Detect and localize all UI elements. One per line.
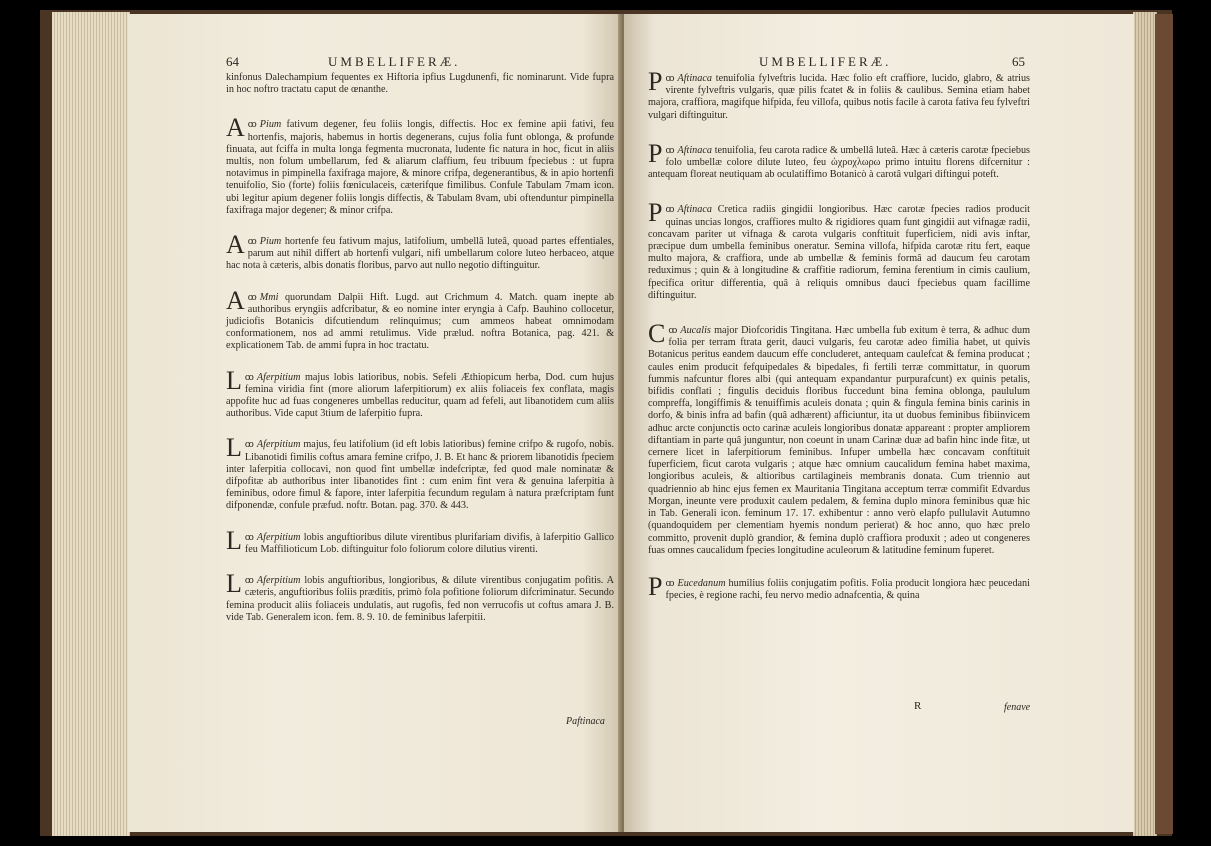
paragraph: [648, 198, 1031, 302]
drop-initial: P: [648, 138, 663, 168]
paragraph-text: humilius foliis conjugatim pofitis. Folia producit longiora hæc peucedani fpecies, è regione rachi, feu nervo medio adnafcentia, & quina: [665, 577, 1030, 602]
paragraph-mark: ꝏ: [247, 119, 257, 130]
drop-initial: P: [648, 67, 663, 96]
paragraph-text: fativum degener, feu foliis longis, diffectis. Hoc ex femine apii fativi, feu hortenfis, majoris, habemus in hortis degenerans, cujus folia funt oblonga, & profunde finuata, aut fciffa in multa longa fegmenta mucronata, ludente fic natura in hoc, ficut in aliis multis, non folum umbellarum, fed & aliarum claffium, feu tribuum fpeciebus : ut fupra notavimus in pimpinella faxifraga majore, & minore crifpa, degenerantibus, & in apio hortenfi tenuifolio, Sio (forte) foliis fœniculaceis, cæterifque fimilibus. Confule Tabulam 7mam icon. ubi legitur apium degener foliis longis diffectis, & Tabulam 8vam, ubi oftenduntur pimpinella faxifraga major degener; & minor crifpa.: [226, 119, 615, 216]
paragraph-mark: ꝏ: [244, 531, 254, 542]
paragraph-text: majus lobis latioribus, nobis. Sefeli Æthiopicum herba, Dod. cum hujus femina viridia fint (more aliorum laferpitiorum) ex aliis foliaceis fex conflata, magis appofite huc ad fuas congeneres umbellas reducitur, quam ad fefeli, aut libanotidem cum aliis authoribus. Vide caput 3tium de laferpitio fupra.: [226, 371, 615, 420]
lead-word: Aftinaca: [677, 73, 712, 84]
drop-initial: A: [226, 230, 245, 260]
paragraph: [226, 433, 614, 512]
left-text-block: [226, 72, 614, 624]
lead-word: Eucedanum: [677, 577, 726, 589]
paragraph-mark: ꝏ: [244, 371, 254, 382]
drop-initial: L: [226, 433, 242, 463]
paragraph: [226, 365, 615, 421]
paragraph-mark: ꝏ: [665, 144, 675, 155]
paragraph-text: tenuifolia fylveftris lucida. Hæc folio eft craffiore, lucido, glabro, & atrius virente fylveftris vulgaris, quæ pilis fcatet & in foliis & caulibus. Semina etiam habet majora, craffiora, magifque hifpida, feu villofa, quibus notis facile à carota fativa feu fylveftri vulgari diftinguitur.: [648, 73, 1031, 121]
page-number: 64: [226, 54, 239, 69]
lead-word: Aferpitium: [256, 575, 301, 587]
signature-mark: R: [914, 700, 922, 712]
paragraph-mark: ꝏ: [665, 204, 675, 215]
paragraph-text: lobis anguftioribus dilute virentibus plurifariam divifis, à laferpitio Gallico feu Maffilioticum Lob. diftinguitur folo foliorum colore dilutius virenti.: [244, 531, 614, 555]
paragraph-text: hortenfe feu fativum majus, latifolium, umbellâ luteâ, quoad partes effentiales, parum aut nihil differt ab hortenfi vulgari, nifi umbellarum colore luteo herbaceo, atque hac nota à cæteris, albis donatis floribus, parvo aut nullo negotio diftinguitur.: [226, 236, 614, 272]
lead-word: Aftinaca: [677, 144, 712, 156]
paragraph: [226, 230, 614, 273]
paragraph: [226, 569, 614, 624]
right-cover-edge: [1155, 14, 1173, 834]
lead-word: Aferpitium: [256, 439, 301, 451]
paragraph-text: tenuifolia, feu carota radice & umbellâ luteâ. Hæc à cæteris carotæ fpeciebus folo umbellæ colore dilute luteo, feu ὠχροχλωρω primo intuitu florens difcernitur : antequam floreat neutiquam ab oculatiffimo Botanicò à carotâ vulgari diftingui poteft.: [648, 144, 1031, 181]
lead-word: Pium: [259, 119, 282, 131]
left-page: [128, 14, 622, 832]
paragraph-mark: ꝏ: [244, 439, 254, 450]
lead-word: Aferpitium: [256, 371, 301, 383]
lead-word: Aferpitium: [256, 531, 301, 543]
paragraph-mark: ꝏ: [247, 236, 257, 247]
left-page-edges: [52, 12, 130, 836]
paragraph: [648, 138, 1031, 182]
paragraph: [648, 67, 1031, 122]
paragraph: [226, 525, 614, 556]
running-head: UMBELLIFERÆ.: [328, 54, 461, 69]
right-page: [624, 14, 1134, 832]
paragraph-mark: ꝏ: [665, 577, 675, 588]
paragraph-mark: ꝏ: [247, 291, 257, 302]
lead-word: Pium: [259, 236, 282, 248]
paragraph: [226, 113, 615, 217]
drop-initial: A: [226, 285, 245, 315]
lead-word: Aucalis: [680, 325, 711, 337]
lead-word: Mmi: [259, 291, 279, 303]
paragraph-mark: ꝏ: [244, 575, 254, 586]
page-number: 65: [1012, 54, 1025, 69]
drop-initial: P: [648, 571, 663, 601]
paragraph: [648, 571, 1030, 602]
top-lines: kinfonus Dalechampium fequentes ex Hiftoria ipfius Lugdunenfi, fic nominarunt. Vide fupra in hoc noftro tractatu caput de œnanthe.: [226, 72, 614, 96]
drop-initial: L: [226, 365, 242, 395]
drop-initial: P: [648, 198, 663, 228]
paragraph-text: quorundam Dalpii Hift. Lugd. aut Crichmum 4. Match. quam inepte ab authoribus eryngiis adfcribatur, & eo nomine inter eryngia à Cafp. Bauhino collocetur, judiciofis Botanicis difcutiendum relinquimus; cum ammeos habeat omnimodam conformationem, nos ad ammi retulimus. Vide prælud. noftra Botanica, pag. 421. & explicationem Tab. de ammi fupra in hoc tractatu.: [226, 291, 615, 352]
paragraph-text: major Diofcoridis Tingitana. Hæc umbella fub exitum è terra, & adhuc dum folia per terram ftrata gerit, dauci vulgaris, feu carotæ adeo fimilia habet, ut quivis Botanicus peritus eandem daucum effe concluderet, antequam caulefcat & femina producat ; caules enim producit fefquipedales & bipedales, fi fertili terræ committatur, in quorum fummis nafcuntur flores albi (qui antequam expandantur purpurafcunt) ex quinis petalis, bifidis conflati ; fingulis deciduis floribus fuccedunt bina femina oblonga, paululum compreffa, longiffimis & tenuiffimis aculeis donata ; quin & fingula femina binis carinis in dorfo, & binis infra ad bafin (quâ adhærent) afficiuntur, ita ut duobus feminibus fibiinvicem adhuc arcte conjunctis octo carinæ aculeis longioribus donatæ appareant : propter ampliorem diftantiam in parte quâ junguntur, non coeunt in unam Carinæ duæ ad bafin hinc inde fitæ, ut cernere licet in laferpitiorum feminibus. Infuper umbella hæc concavam conftituit fuperficiem, ficut carota vulgaris ; atque hæc omnium caucalidum femina habet maxima, longioribus aculeis, & altioribus cartilagineis membranis donata. Cum triennio aut quadriennio ab hinc ejus femen ex Mauritania Tingitana acceptum terræ commifit Edvardus Morgan, ineunte vere produxit caulem pedalem, & femina duplo minora feminibus quæ hic in Tab. Generali icon. feminum 17. 17. exhibentur : anno verò elapfo pullulavit Autumno (quandoquidem per clementiam hyemis nondum perierat) & hoc anno, quo hæc prelo committo, provenit duplò grandior, & femina duplò craffiora produxit ; adeo ut congeneres fuas omnes caucalidum fpecies longitudine aculeorum & latitudine feminum fuperet.: [648, 325, 1030, 556]
right-text-block: [648, 67, 1031, 602]
drop-initial: C: [648, 319, 666, 349]
catchword: fenave: [1004, 702, 1031, 713]
drop-initial: L: [226, 569, 242, 599]
paragraph-text: Cretica radiis gingidii longioribus. Hæc carotæ fpecies radios producit quinas uncias longos, craffiores multo & rigidiores quam funt gingidii aut vifnagæ radii, concavam pariter ut vifnaga & carota vulgaris conftituit fuperficiem, nidi avis inftar, præcipue dum umbella feminibus oneratur. Semina villofa, hifpida carotæ ritu fert, eaque multo majora, & craffiora, unde ab umbellæ & feminis formâ ad daucum feu carotam reduximus ; quin & à longitudine & craffitie radiorum, femina ferentium in cimis caulium, fpecifica oritur differentia, quâ à reliquis omnibus dauci fpeciebus quam facillime diftinguitur.: [648, 204, 1031, 301]
paragraph-mark: ꝏ: [668, 325, 678, 336]
running-head: UMBELLIFERÆ.: [759, 54, 892, 69]
paragraph: [226, 285, 615, 353]
drop-initial: A: [226, 113, 245, 143]
paragraph-mark: ꝏ: [665, 73, 675, 83]
lead-word: Aftinaca: [677, 204, 712, 216]
paragraph-text: majus, feu latifolium (id eft lobis latioribus) femine crifpo & rugofo, nobis. Libanotidi fimilis coftus amara femine crifpo, J. B. Et hanc & priorem libanotidis fpeciem inter laferpitia collocavi, non quod fint umbellæ indefcriptæ, fed quod male nominatæ & difpofitæ ab authoribus inter libanotides fint : cum enim fint vera & genuina laferpitia à feminibus, odore fimul & fapore, inter laferpitia fecundum regulam à natura præfcriptam funt difponendæ, confule præfud. noftr. Botan. pag. 370. & 443.: [226, 439, 614, 512]
paragraph: [648, 319, 1030, 557]
right-page-edges: [1133, 12, 1157, 836]
catchword: Paftinaca: [566, 716, 605, 727]
paragraph-text: lobis anguftioribus, longioribus, & dilute virentibus conjugatim pofitis. A cæteris, anguftioribus foliis præditis, primò fola pofitione foliorum difcriminatur. Secundo femina producit aliis foliaceis undulatis, aut rugofis, fed non verrucofis ut coftus amara J. B. vide Tab. Generalem icon. fem. 8. 9. 10. de feminibus laferpitii.: [226, 575, 614, 623]
drop-initial: L: [226, 525, 242, 555]
